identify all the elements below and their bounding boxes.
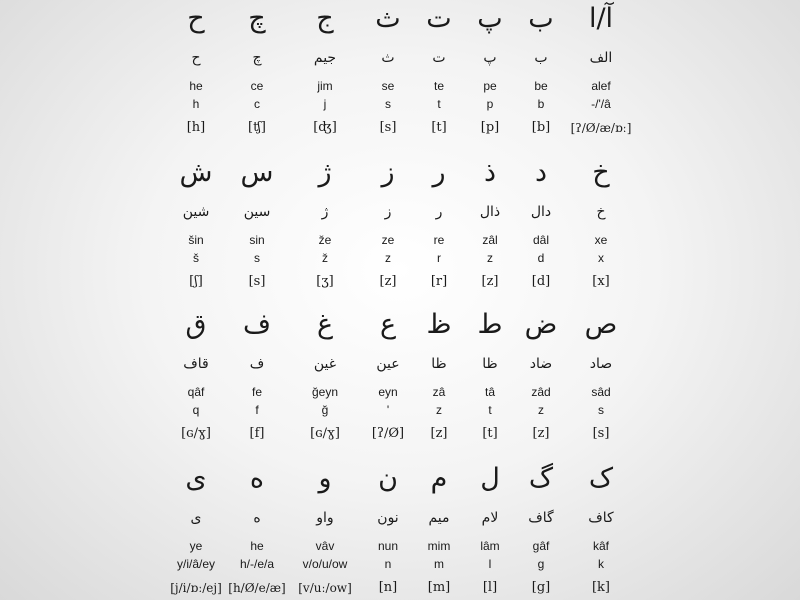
letter-ipa: [h/Ø/e/æ] — [228, 581, 286, 595]
letter-glyph: ع — [379, 309, 397, 340]
letter-glyph: ش — [179, 157, 213, 188]
letter-transliteration: s — [598, 403, 604, 417]
letter-latin-name: qâf — [187, 385, 205, 399]
letter-arabic-name: ر — [435, 204, 443, 220]
letter-latin-name: lâm — [480, 539, 500, 553]
letter-glyph: ه — [249, 463, 265, 494]
letter-latin-name: gâf — [532, 539, 550, 553]
letter-ipa: [m] — [427, 580, 451, 595]
letter-latin-name: se — [381, 79, 395, 93]
letter-glyph: ذ — [483, 157, 497, 188]
letter-transliteration: q — [192, 403, 200, 417]
letter-transliteration: s — [254, 251, 260, 265]
letter-arabic-name: عین — [376, 356, 400, 372]
letter-arabic-name: ه — [253, 510, 261, 526]
letter-latin-name: he — [189, 79, 203, 93]
letter-latin-name: šin — [188, 233, 204, 247]
letter-transliteration: f — [255, 403, 259, 417]
letter-transliteration: d — [537, 251, 545, 265]
letter-transliteration: p — [486, 97, 494, 111]
letter-arabic-name: ژ — [321, 204, 329, 220]
letter-latin-name: alef — [591, 79, 611, 93]
letter-transliteration: r — [437, 251, 441, 265]
letter-ipa: [ʃ] — [189, 274, 203, 289]
letter-ipa: [k] — [591, 580, 611, 595]
letter-glyph: ک — [588, 463, 614, 494]
letter-arabic-name: پ — [483, 50, 497, 66]
letter-glyph: غ — [316, 309, 334, 340]
letter-arabic-name: کاف — [588, 510, 614, 526]
letter-arabic-name: صاد — [589, 356, 613, 372]
letter-arabic-name: ح — [191, 50, 201, 66]
letter-ipa: [l] — [482, 580, 498, 595]
letter-ipa: [ɢ/ɣ] — [181, 426, 211, 441]
letter-transliteration: g — [537, 557, 545, 571]
letter-glyph: ظ — [426, 309, 452, 340]
letter-glyph: م — [430, 463, 448, 494]
letter-ipa: [v/uː/ow] — [298, 581, 352, 595]
letter-latin-name: te — [433, 79, 444, 93]
letter-ipa: [z] — [379, 274, 397, 289]
letter-transliteration: b — [537, 97, 545, 111]
letter-glyph: ط — [477, 309, 503, 340]
letter-arabic-name: ی — [190, 510, 202, 526]
letter-ipa: [x] — [592, 274, 610, 289]
letter-latin-name: dâl — [532, 233, 549, 247]
letter-glyph: ی — [185, 463, 207, 494]
letter-ipa: [j/i/ɒː/ej] — [170, 581, 222, 595]
letter-glyph: ن — [378, 463, 398, 494]
letter-transliteration: z — [538, 403, 544, 417]
letter-arabic-name: شین — [182, 204, 210, 220]
letter-glyph: پ — [477, 3, 503, 34]
letter-arabic-name: گاف — [528, 510, 554, 526]
letter-glyph: ل — [480, 463, 500, 494]
letter-latin-name: eyn — [378, 385, 398, 399]
letter-arabic-name: خ — [596, 204, 606, 220]
letter-transliteration: c — [254, 97, 260, 111]
letter-arabic-name: ب — [534, 50, 548, 66]
letter-arabic-name: قاف — [183, 356, 209, 372]
letter-latin-name: vâv — [315, 539, 335, 553]
letter-arabic-name: الف — [589, 50, 613, 66]
letter-ipa: [s] — [379, 120, 397, 135]
letter-ipa: [t] — [431, 120, 447, 135]
letter-ipa: [h] — [186, 120, 206, 135]
letter-latin-name: re — [433, 233, 445, 247]
letter-glyph: د — [534, 157, 548, 188]
letter-glyph: س — [240, 157, 274, 188]
letter-latin-name: ce — [250, 79, 264, 93]
letter-ipa: [ʔ/Ø] — [371, 426, 405, 441]
letter-latin-name: že — [318, 233, 332, 247]
letter-arabic-name: دال — [530, 204, 552, 220]
letter-ipa: [ɢ/ɣ] — [310, 426, 340, 441]
letter-transliteration: h/-/e/a — [239, 557, 275, 571]
letter-glyph: آ/ا — [588, 3, 614, 34]
letter-glyph: ز — [381, 157, 395, 188]
letter-latin-name: tâ — [484, 385, 495, 399]
letter-glyph: ق — [185, 309, 207, 340]
letter-ipa: [ʒ] — [316, 274, 334, 289]
letter-transliteration: y/i/â/ey — [176, 557, 215, 571]
letter-ipa: [r] — [430, 274, 448, 289]
letter-arabic-name: سین — [243, 204, 271, 220]
letter-arabic-name: ظا — [431, 356, 447, 372]
letter-latin-name: sâd — [591, 385, 611, 399]
letter-arabic-name: واو — [316, 510, 334, 526]
letter-glyph: ج — [316, 3, 334, 34]
letter-transliteration: m — [434, 557, 444, 571]
letter-transliteration: l — [488, 557, 492, 571]
letter-latin-name: kâf — [592, 539, 609, 553]
letter-ipa: [ʧ] — [248, 120, 266, 135]
letter-latin-name: ze — [381, 233, 395, 247]
letter-ipa: [p] — [480, 120, 500, 135]
letter-arabic-name: چ — [252, 50, 262, 66]
letter-arabic-name: جیم — [313, 50, 337, 66]
letter-glyph: ت — [426, 3, 452, 34]
letter-transliteration: s — [385, 97, 391, 111]
letter-arabic-name: نون — [377, 510, 399, 526]
letter-ipa: [t] — [482, 426, 498, 441]
letter-latin-name: he — [250, 539, 264, 553]
letter-latin-name: nun — [377, 539, 399, 553]
letter-latin-name: xe — [594, 233, 608, 247]
letter-transliteration: j — [323, 97, 327, 111]
letter-latin-name: zâ — [432, 385, 446, 399]
letter-transliteration: t — [488, 403, 492, 417]
letter-latin-name: ğeyn — [311, 385, 339, 399]
letter-glyph: ب — [528, 3, 554, 34]
letter-latin-name: ye — [189, 539, 203, 553]
letter-glyph: ژ — [318, 157, 332, 188]
letter-glyph: ف — [243, 309, 271, 340]
letter-glyph: خ — [592, 157, 610, 188]
letter-arabic-name: ث — [381, 50, 395, 66]
letter-ipa: [f] — [249, 426, 265, 441]
letter-arabic-name: ز — [384, 204, 392, 220]
letter-glyph: گ — [528, 463, 554, 494]
letter-ipa: [ʤ] — [313, 120, 337, 135]
letter-transliteration: k — [598, 557, 604, 571]
letter-glyph: ح — [187, 3, 205, 34]
letter-ipa: [g] — [531, 580, 551, 595]
letter-arabic-name: میم — [428, 510, 450, 526]
letter-transliteration: -/'/â — [591, 97, 611, 111]
letter-latin-name: zâl — [482, 233, 498, 247]
letter-ipa: [s] — [592, 426, 610, 441]
letter-transliteration: ' — [386, 403, 390, 417]
letter-glyph: ث — [375, 3, 401, 34]
letter-ipa: [z] — [532, 426, 550, 441]
letter-transliteration: t — [437, 97, 441, 111]
letter-transliteration: v/o/u/ow — [302, 557, 348, 571]
letter-ipa: [s] — [248, 274, 266, 289]
letter-transliteration: ž — [322, 251, 328, 265]
letter-latin-name: mim — [427, 539, 451, 553]
letter-ipa: [ʔ/Ø/æ/ɒː] — [570, 121, 632, 135]
letter-latin-name: pe — [483, 79, 497, 93]
letter-latin-name: be — [534, 79, 548, 93]
letter-glyph: چ — [248, 3, 266, 34]
letter-transliteration: š — [193, 251, 199, 265]
letter-glyph: ص — [584, 309, 618, 340]
letter-transliteration: ğ — [321, 403, 329, 417]
letter-latin-name: sin — [249, 233, 265, 247]
letter-ipa: [d] — [531, 274, 551, 289]
letter-latin-name: fe — [251, 385, 262, 399]
letter-transliteration: n — [384, 557, 392, 571]
letter-latin-name: zâd — [531, 385, 551, 399]
letter-glyph: ض — [524, 309, 558, 340]
letter-glyph: ر — [432, 157, 446, 188]
letter-ipa: [b] — [531, 120, 551, 135]
letter-transliteration: h — [192, 97, 200, 111]
letter-transliteration: x — [598, 251, 604, 265]
letter-transliteration: z — [436, 403, 442, 417]
letter-arabic-name: ذال — [479, 204, 501, 220]
letter-arabic-name: غین — [313, 356, 337, 372]
letter-ipa: [n] — [378, 580, 398, 595]
letter-arabic-name: لام — [481, 510, 499, 526]
letter-transliteration: z — [487, 251, 493, 265]
letter-latin-name: jim — [317, 79, 333, 93]
letter-glyph: و — [318, 463, 332, 494]
letter-ipa: [z] — [481, 274, 499, 289]
letter-arabic-name: ظا — [482, 356, 498, 372]
letter-arabic-name: ضاد — [529, 356, 553, 372]
letter-transliteration: z — [385, 251, 391, 265]
letter-arabic-name: ف — [249, 356, 265, 372]
letter-arabic-name: ت — [432, 50, 446, 66]
letter-ipa: [z] — [430, 426, 448, 441]
